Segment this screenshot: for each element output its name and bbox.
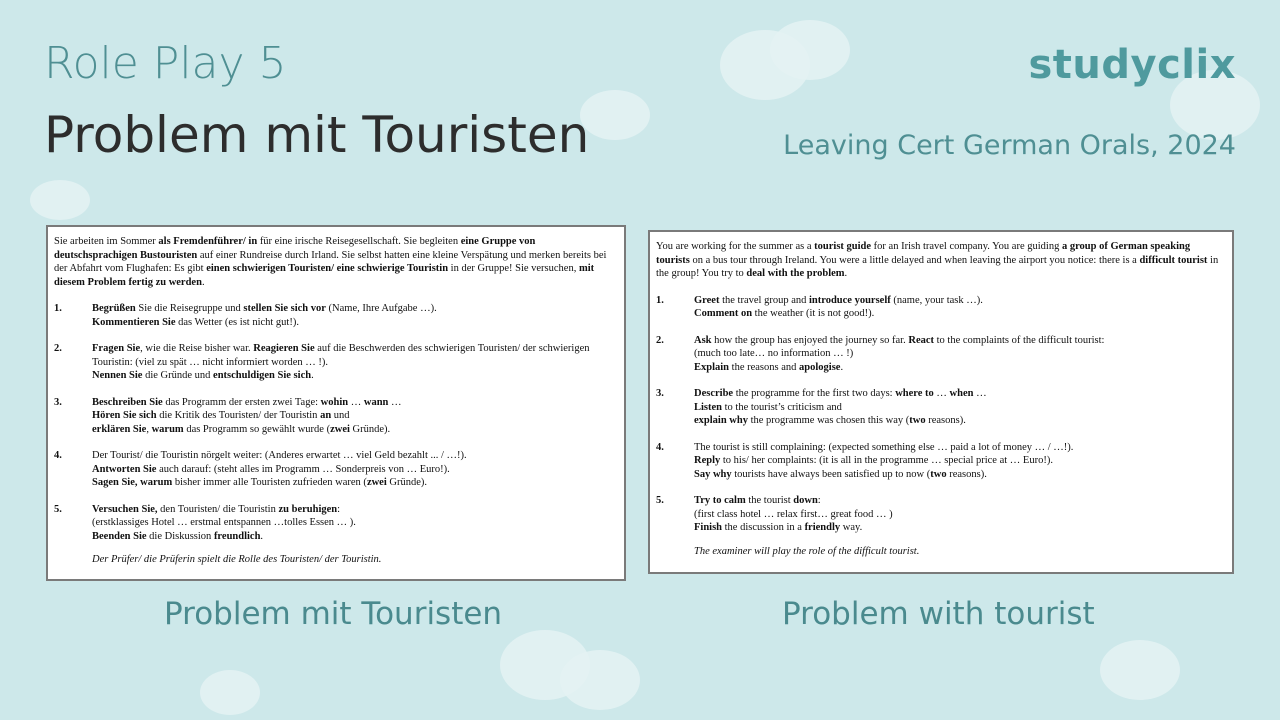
cloud-decoration (580, 90, 650, 140)
cloud-decoration (30, 180, 90, 220)
studyclix-logo: studyclix (1028, 42, 1236, 88)
role-play-title: Role Play 5 (44, 38, 287, 89)
english-roleplay-document: You are working for the summer as a tourist guide for an Irish travel company. You are guiding a group of German speaking tourists on a bus tour through Ireland. You were a little delayed and when leaving the airport you notice: there is a difficult tourist in the group! You try to deal with the problem. 1. Greet the travel group and introduce yourself (name, your task …). Comment on the weather (it is not good!). 2. Ask how the group has enjoyed the journey so far. React to the complaints of the difficult tourist: (much too late… no information … !) Explain the reasons and apologise. 3. Describe the programme for the first two days: where to … when … Listen to the tourist’s criticism and explain why the programme was chosen this way (two reasons). 4. The tourist is still complaining: (expected something else … paid a lot of money … / …!). Reply to his/ her complaints: (it is all in the programme … special price at … Euro!). Say why tourists have always been satisfied up to now (two reasons). 5. Try to calm the tourist down: (first class hotel … relax first… great food … ) Finish the discussion in a friendly way. The examiner will play the role of the difficult tourist. (648, 230, 1234, 574)
german-caption: Problem mit Touristen (164, 596, 503, 632)
english-caption: Problem with tourist (782, 596, 1095, 632)
german-roleplay-document: Sie arbeiten im Sommer als Fremdenführer/ in für eine irische Reisegesellschaft. Sie begleiten eine Gruppe von deutschsprachigen Bustouristen auf einer Rundreise durch Irland. Sie selbst hatten eine kleine Verspätung und merken bereits bei der Abfahrt vom Flughafen: Es gibt einen schwierigen Touristen/ eine schwierige Touristin in der Gruppe! Sie versuchen, mit diesem Problem fertig zu werden. 1. Begrüßen Sie die Reisegruppe und stellen Sie sich vor (Name, Ihre Aufgabe …). Kommentieren Sie das Wetter (es ist nicht gut!). 2. Fragen Sie, wie die Reise bisher war. Reagieren Sie auf die Beschwerden des schwierigen Touristen/ der schwierigen Touristin: (viel zu spät … nicht informiert worden … !). Nennen Sie die Gründe und entschuldigen Sie sich. 3. Beschreiben Sie das Programm der ersten zwei Tage: wohin … wann … Hören Sie sich die Kritik des Touristen/ der Touristin an und erklären Sie, warum das Programm so gewählt wurde (zwei Gründe). 4. Der Tourist/ die Touristin nörgelt weiter: (Anderes erwartet … viel Geld bezahlt ... / …!). Antworten Sie auch darauf: (steht alles im Programm … Sonderpreis von … Euro!). Sagen Sie, warum bisher immer alle Touristen zufrieden waren (zwei Gründe). 5. Versuchen Sie, den Touristen/ die Touristin zu beruhigen: (erstklassiges Hotel … erstmal entspannen …tolles Essen … ). Beenden Sie die Diskussion freundlich. Der Prüfer/ die Prüferin spielt die Rolle des Touristen/ der Touristin. (46, 225, 626, 581)
cloud-decoration (200, 670, 260, 715)
page-subtitle: Leaving Cert German Orals, 2024 (783, 130, 1236, 161)
page-title: Problem mit Touristen (44, 106, 590, 164)
examiner-note: The examiner will play the role of the difficult tourist. (694, 545, 920, 557)
examiner-note: Der Prüfer/ die Prüferin spielt die Rolle des Touristen/ der Touristin. (92, 554, 382, 565)
cloud-decoration (770, 20, 850, 80)
cloud-decoration (1100, 640, 1180, 700)
cloud-decoration (560, 650, 640, 710)
